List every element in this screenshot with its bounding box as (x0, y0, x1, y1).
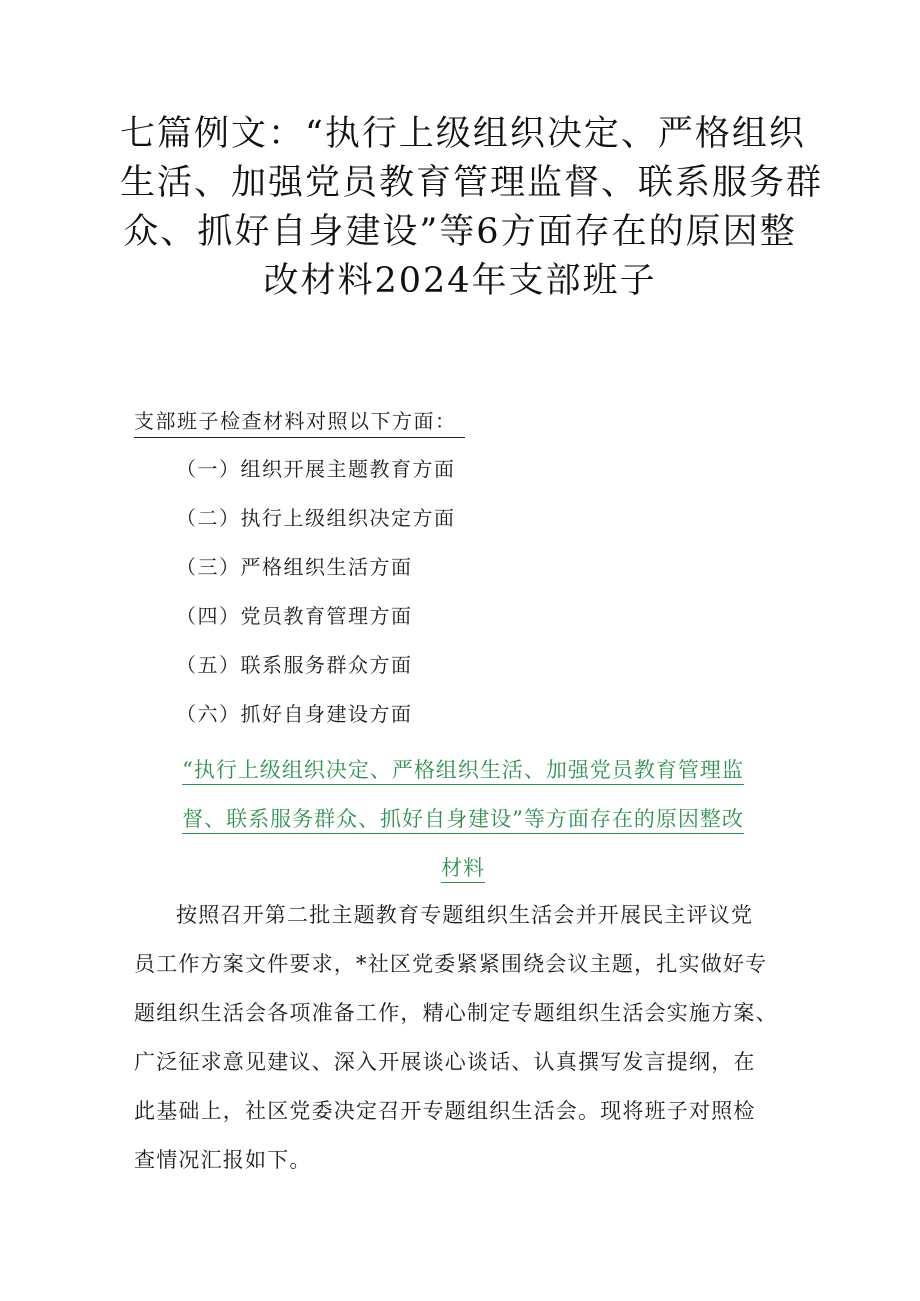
document-title (120, 110, 824, 306)
section-heading-line (160, 795, 766, 844)
section-heading-text: 材料 (441, 856, 485, 883)
body-line: 此基础上，社区党委决定召开专题组织生活会。现将班子对照检 (134, 1099, 756, 1123)
title-line: 改材料2024年支部班子 (263, 261, 657, 301)
toc-item: （三）严格组织生活方面 (176, 555, 413, 579)
body-line: 广泛征求意见建议、深入开展谈心谈话、认真撰写发言提纲，在 (134, 1050, 756, 1074)
section-heading-text: 督、联系服务群众、抓好自身建设”等方面存在的原因整改 (182, 807, 744, 834)
toc-heading: 支部班子检查材料对照以下方面： (134, 405, 465, 438)
body-line: 员工作方案文件要求，*社区党委紧紧围绕会议主题，扎实做好专 (134, 952, 768, 976)
toc-item: （五）联系服务群众方面 (176, 653, 413, 677)
toc-item: （四）党员教育管理方面 (176, 604, 413, 628)
section-heading-line (160, 844, 766, 893)
toc-item: （二）执行上级组织决定方面 (176, 506, 456, 530)
title-line: 七篇例文：“执行上级组织决定、严格组织 (120, 114, 806, 154)
toc-item: （一）组织开展主题教育方面 (176, 457, 456, 481)
section-heading-text: “执行上级组织决定、严格组织生活、加强党员教育管理监 (182, 758, 744, 785)
toc-item: （六）抓好自身建设方面 (176, 702, 413, 726)
body-line: 查情况汇报如下。 (134, 1148, 312, 1172)
title-line: 众、抓好自身建设”等6方面存在的原因整 (123, 212, 797, 252)
body-line: 按照召开第二批主题教育专题组织生活会并开展民主评议党 (176, 903, 754, 927)
title-line: 生活、加强党员教育管理监督、联系服务群 (120, 163, 824, 203)
body-line: 题组织生活会各项准备工作，精心制定专题组织生活会实施方案、 (134, 1001, 778, 1025)
body-paragraph (134, 891, 794, 1185)
section-heading-link[interactable] (160, 746, 766, 893)
toc-list (176, 454, 456, 748)
section-heading-line (160, 746, 766, 795)
